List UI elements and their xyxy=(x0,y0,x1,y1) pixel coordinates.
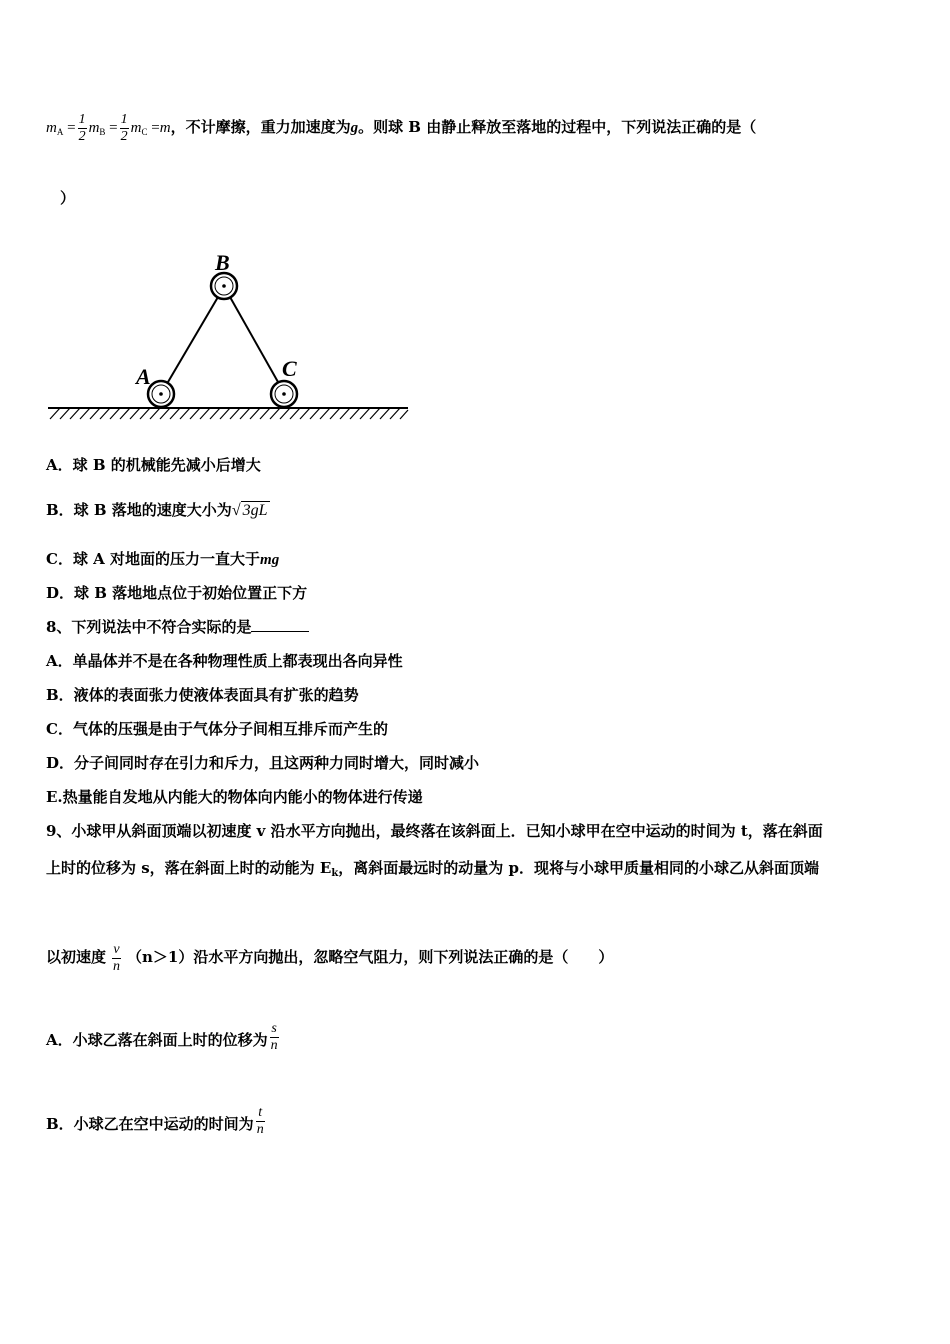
answer-blank xyxy=(251,617,309,632)
label-a: A xyxy=(136,364,151,389)
rod-bc xyxy=(230,297,278,382)
ground-hatching xyxy=(50,408,408,419)
q7-option-c: C．球 A 对地面的压力一直大于mg xyxy=(46,550,280,568)
label-b: B xyxy=(215,250,230,275)
q9-stem-line1: 9、小球甲从斜面顶端以初速度 v 沿水平方向抛出，最终落在该斜面上．已知小球甲在空中运动的时间为 t，落在斜面 xyxy=(46,822,823,840)
q8-option-a: A．单晶体并不是在各种物理性质上都表现出各向异性 xyxy=(46,652,403,670)
rod-ab xyxy=(168,297,218,382)
q9-option-a: A．小球乙落在斜面上时的位移为 $\frac{s}{n}$ xyxy=(46,1021,278,1053)
q8-option-e: E.热量能自发地从内能大的物体向内能小的物体进行传递 xyxy=(46,788,423,806)
sqrt-expression: √ 3gL xyxy=(231,502,268,519)
q7-option-d: D．球 B 落地地点位于初始位置正下方 xyxy=(46,584,308,602)
q8-stem: 8、下列说法中不符合实际的是 xyxy=(46,617,309,637)
q9-stem-line2: 上时的位移为 s，落在斜面上时的动能为 $E_k$，离斜面最远时的动量为 p．现将与小球甲质量相同的小球乙从斜面顶端 xyxy=(46,859,819,879)
ball-c xyxy=(271,381,297,407)
q8-option-b: B．液体的表面张力使液体表面具有扩张的趋势 xyxy=(46,686,359,704)
q8-option-d: D．分子间同时存在引力和斥力，且这两种力同时增大，同时减小 xyxy=(46,754,480,772)
mass-relation: $m_A$ = $\frac{1}{2}$ $m_B$ = $\frac{1}{2}$ $m_C =m$ xyxy=(46,112,171,144)
q9-option-b: B．小球乙在空中运动的时间为 $\frac{t}{n}$ xyxy=(46,1105,264,1137)
question-7-stem: $m_A$ = $\frac{1}{2}$ $m_B$ = $\frac{1}{2}$ $m_C =m$，不计摩擦，重力加速度为g。则球 B 由静止释放至落地的过程中，下列说法正确的是（ xyxy=(46,112,757,144)
ball-a xyxy=(148,381,174,407)
q8-option-c: C．气体的压强是由于气体分子间相互排斥而产生的 xyxy=(46,720,388,738)
ball-b xyxy=(211,273,237,299)
label-c: C xyxy=(282,356,297,381)
q7-option-a: A．球 B 的机械能先减小后增大 xyxy=(46,456,261,474)
q7-option-b: B．球 B 落地的速度大小为√ 3gL xyxy=(46,501,268,519)
balls-rods-diagram xyxy=(40,245,420,430)
question-7-stem-close: ） xyxy=(60,189,76,207)
q9-stem-line3: 以初速度 $\frac{v}{n}$ （n＞1）沿水平方向抛出，忽略空气阻力，则下列说法正确的是（ ） xyxy=(46,941,614,974)
